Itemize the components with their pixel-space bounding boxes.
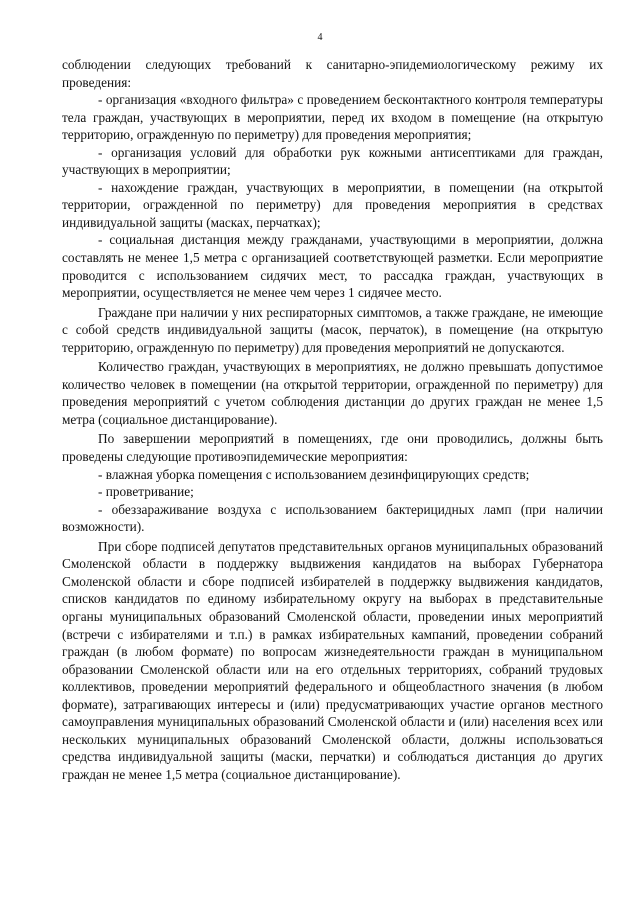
- page-number: 4: [317, 32, 323, 43]
- paragraph-respiratory-symptoms: Граждане при наличии у них респираторных симптомов, а также граждане, не имеющие с собой средств индивидуальной защиты (масок, перчаток), в помещение (на открытую территорию, огражденную по периметру) для проведения мероприятий не допускаются.: [62, 304, 603, 355]
- paragraph-post-event-measures: По завершении мероприятий в помещениях, где они проводились, должны быть проведены следующие противоэпидемические мероприятия:: [62, 431, 603, 465]
- list-item-wet-cleaning: - влажная уборка помещения с использованием дезинфицирующих средств;: [98, 466, 530, 482]
- list-item-entry-filter: - организация «входного фильтра» с проведением бесконтактного контроля температуры тела граждан, участвующих в мероприятии, перед их входом в помещение (на открытую территорию, огражденную по периметру) для проведения мероприятия;: [62, 92, 603, 143]
- list-item-air-disinfection: - обеззараживание воздуха с использованием бактерицидных ламп (при наличии возможности).: [62, 501, 603, 535]
- paragraph-signature-collection: При сборе подписей депутатов представительных органов муниципальных образований Смоленской области в поддержку выдвижения кандидатов на выборах Губернатора Смоленской области и сборе подписей избирателей в поддержку выдвижения кандидатов, списков кандидатов по единому избирательному округу на выборах в представительные органы муниципальных образований Смоленской области, проведении иных мероприятий (встречи с избирателями и т.п.) в рамках избирательных кампаний, проведении собраний граждан (в любом формате) по вопросам жизнедеятельности граждан в муниципальном образовании Смоленской области или на его отдельных территориях, собраний трудовых коллективов, проведении мероприятий федерального и общеобластного значения (в любом формате), затрагивающих интересы и (или) предусматривающих участие органов местного самоуправления муниципальных образований Смоленской области и (или) населения всех или нескольких муниципальных образований Смоленской области, должны использоваться средства индивидуальной защиты (маски, перчатки) и соблюдаться дистанция до других граждан не менее 1,5 метра (социальное дистанцирование).: [62, 538, 603, 782]
- list-item-protective-equipment: - нахождение граждан, участвующих в мероприятии, в помещении (на открытой территории, огражденной по периметру) для проведения мероприятия в средствах индивидуальной защиты (масках, перчатках);: [62, 179, 603, 230]
- list-item-hand-sanitizing: - организация условий для обработки рук кожными антисептиками для граждан, участвующих в мероприятии;: [62, 144, 603, 178]
- paragraph-continuation: соблюдении следующих требований к санитарно-эпидемиологическому режиму их проведения:: [62, 57, 603, 90]
- list-item-social-distance: - социальная дистанция между гражданами, участвующими в мероприятии, должна составлять не менее 1,5 метра с организацией соответствующей разметки. Если мероприятие проводится с использованием сидячих мест, то рассадка граждан, участвующих в мероприятии, осуществляется не менее чем через 1 сидячее место.: [62, 232, 603, 301]
- list-item-ventilation: - проветривание;: [98, 484, 194, 500]
- document-body: [62, 56, 603, 783]
- paragraph-attendance-limit: Количество граждан, участвующих в мероприятиях, не должно превышать допустимое количество человек в помещении (на открытой территории, огражденной по периметру) для проведения мероприятий с учетом соблюдения дистанции до других граждан не менее 1,5 метра (социальное дистанцирование).: [62, 359, 603, 427]
